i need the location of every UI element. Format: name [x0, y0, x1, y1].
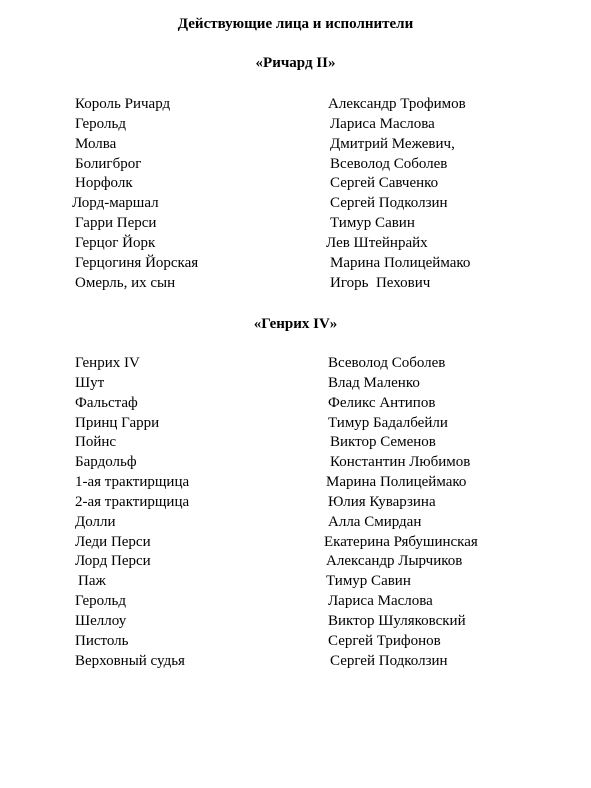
role-name: Принц Гарри — [75, 414, 160, 431]
cast-row — [0, 651, 591, 671]
actor-name: Екатерина Рябушинская — [324, 533, 478, 550]
role-name: Верховный судья — [75, 652, 185, 669]
document-title: Действующие лица и исполнители — [177, 16, 414, 32]
cast-row — [0, 512, 591, 532]
role-name: Герцогиня Йорская — [75, 254, 199, 271]
role-name: Герольд — [75, 115, 126, 132]
cast-row — [0, 373, 591, 393]
actor-name: Всеволод Соболев — [328, 355, 446, 371]
section-heading-henry-iv: «Генрих IV» — [253, 316, 338, 332]
cast-row — [0, 193, 591, 213]
cast-row — [0, 353, 591, 373]
cast-row — [0, 532, 591, 552]
cast-list-henry-iv — [0, 353, 591, 671]
actor-name: Лариса Маслова — [328, 593, 433, 610]
actor-name: Сергей Трифонов — [328, 632, 441, 649]
actor-name: Всеволод Соболев — [330, 155, 448, 172]
role-name: Шеллоу — [75, 612, 127, 629]
actor-name: Влад Маленко — [328, 374, 420, 391]
role-name: 2-ая трактирщица — [75, 493, 190, 510]
role-name: Болигброг — [75, 155, 142, 172]
role-name: Долли — [75, 513, 116, 530]
cast-row — [0, 94, 591, 114]
cast-row — [0, 173, 591, 193]
actor-name: Юлия Куварзина — [328, 493, 436, 510]
cast-row — [0, 213, 591, 233]
cast-list-richard-ii — [0, 94, 591, 292]
role-name: Пистоль — [75, 632, 129, 649]
cast-row — [0, 551, 591, 571]
actor-name: Тимур Бадалбейли — [328, 414, 448, 431]
actor-name: Марина Полицеймако — [330, 254, 471, 271]
role-name: Молва — [75, 135, 117, 152]
actor-name: Виктор Семенов — [330, 434, 436, 451]
role-name: Норфолк — [75, 175, 133, 192]
actor-name: Сергей Подколзин — [330, 195, 448, 212]
cast-row — [0, 571, 591, 591]
actor-name: Лариса Маслова — [330, 115, 435, 132]
role-name: Король Ричард — [75, 96, 171, 112]
cast-row — [0, 413, 591, 433]
role-name: Герцог Йорк — [75, 234, 156, 251]
actor-name: Алла Смирдан — [328, 513, 422, 530]
role-name: Паж — [78, 573, 106, 590]
role-name: Лорд Перси — [75, 553, 151, 570]
role-name: Омерль, их сын — [75, 274, 176, 291]
actor-name: Александр Лырчиков — [326, 553, 463, 570]
role-name: Леди Перси — [75, 533, 151, 550]
actor-name: Игорь Пехович — [330, 274, 431, 291]
actor-name: Константин Любимов — [330, 454, 471, 471]
cast-row — [0, 611, 591, 631]
actor-name: Александр Трофимов — [328, 96, 466, 112]
cast-row — [0, 114, 591, 134]
role-name: Шут — [75, 374, 105, 391]
actor-name: Сергей Подколзин — [330, 652, 448, 669]
role-name: Пойнс — [75, 434, 117, 451]
role-name: Генрих IV — [75, 355, 140, 371]
cast-row — [0, 452, 591, 472]
role-name: Гарри Перси — [75, 215, 157, 232]
cast-row — [0, 591, 591, 611]
role-name: Герольд — [75, 593, 126, 610]
actor-name: Виктор Шуляковский — [328, 612, 466, 629]
cast-row — [0, 134, 591, 154]
role-name: 1-ая трактирщица — [75, 474, 190, 491]
actor-name: Тимур Савин — [330, 215, 415, 232]
cast-row — [0, 273, 591, 293]
cast-row — [0, 233, 591, 253]
actor-name: Марина Полицеймако — [326, 474, 467, 491]
cast-row — [0, 253, 591, 273]
actor-name: Дмитрий Межевич, — [330, 135, 455, 152]
role-name: Фальстаф — [75, 394, 138, 411]
role-name: Бардольф — [75, 454, 137, 471]
role-name: Лорд-маршал — [72, 195, 159, 212]
cast-row — [0, 631, 591, 651]
cast-row — [0, 154, 591, 174]
cast-row — [0, 472, 591, 492]
cast-row — [0, 432, 591, 452]
actor-name: Сергей Савченко — [330, 175, 439, 192]
cast-row — [0, 492, 591, 512]
actor-name: Лев Штейнрайх — [326, 234, 428, 251]
cast-row — [0, 393, 591, 413]
actor-name: Тимур Савин — [326, 573, 411, 590]
actor-name: Феликс Антипов — [328, 394, 436, 411]
section-heading-richard-ii: «Ричард II» — [255, 55, 336, 71]
